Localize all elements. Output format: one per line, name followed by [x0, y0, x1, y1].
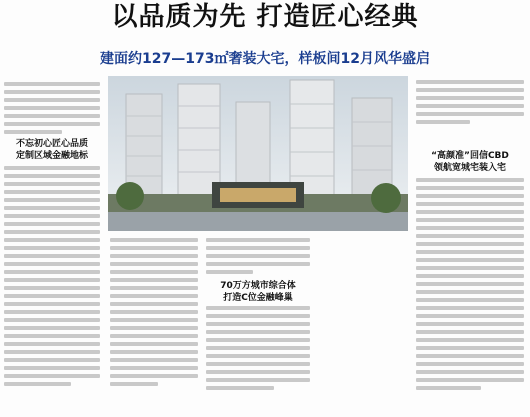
headline: 以品质为先 打造匠心经典 [111, 2, 419, 32]
center-left-paragraph [110, 238, 198, 398]
section-heading-2: “高颜准”回信CBD 领航宽城宅装入宅 [431, 151, 509, 173]
building-rendering [108, 76, 408, 231]
left-body-paragraph [4, 166, 100, 398]
center-right-paragraph [206, 238, 310, 278]
center-right-body [206, 306, 310, 398]
left-intro-paragraph [4, 82, 100, 140]
subhead: 建面约127—173㎡奢装大宅，样板间12月风华盛启 [100, 51, 430, 67]
right-intro-paragraph [416, 80, 524, 126]
right-body-paragraph [416, 178, 524, 398]
building-rendering-image [108, 76, 408, 231]
section-heading-3: 70万方城市综合体 打造C位金融峰巢 [220, 281, 296, 303]
section-heading-1: 不忘初心匠心品质 定制区域金融地标 [15, 139, 88, 161]
